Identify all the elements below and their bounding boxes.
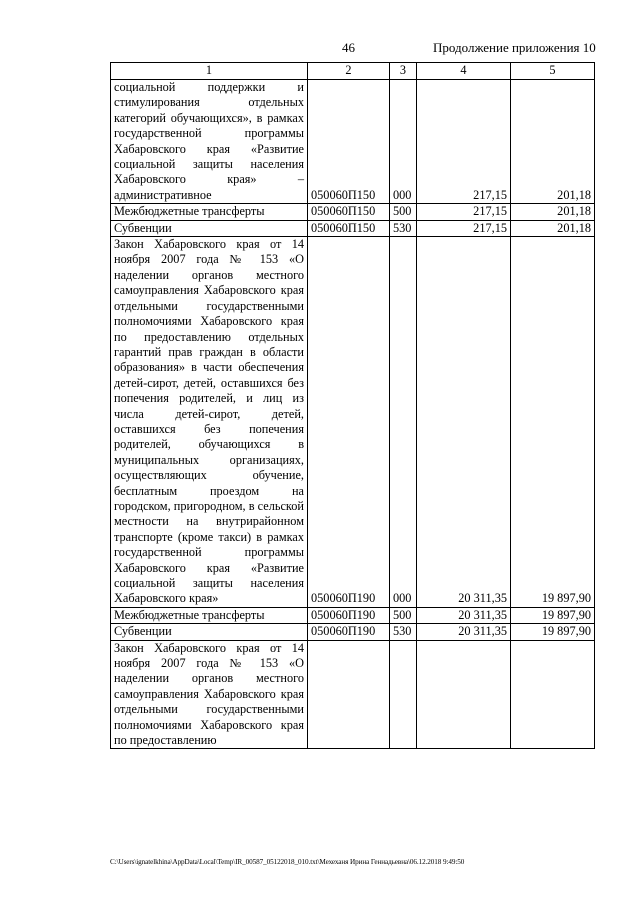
amount-year-2: 19 897,90 [511,607,595,623]
expense-type: 500 [390,607,417,623]
item-name: Субвенции [111,624,308,640]
expense-type: 000 [390,80,417,204]
column-header: 3 [390,63,417,80]
amount-year-1: 217,15 [417,80,511,204]
amount-year-1: 20 311,35 [417,237,511,608]
table-row [111,220,595,236]
expense-type: 530 [390,220,417,236]
item-name: социальной поддержки и стимулирования отдельных категорий обучающихся», в рамках государственной программы Хабаровского края «Развитие социальной защиты населения Хабаровского края» – административное [111,80,308,204]
expense-type: 530 [390,624,417,640]
item-name: Межбюджетные трансферты [111,204,308,220]
amount-year-2: 19 897,90 [511,237,595,608]
expense-type: 000 [390,237,417,608]
column-number-row [111,63,595,80]
table-row [111,204,595,220]
item-name: Субвенции [111,220,308,236]
amount-year-2: 201,18 [511,220,595,236]
amount-year-1: 217,15 [417,220,511,236]
item-name: Межбюджетные трансферты [111,607,308,623]
column-header: 4 [417,63,511,80]
table-row [111,80,595,204]
table-row [111,607,595,623]
amount-year-1: 20 311,35 [417,607,511,623]
page-number: 46 [342,40,355,55]
table-row [111,640,595,749]
target-code [308,640,390,749]
target-code: 050060П190 [308,624,390,640]
expense-type: 500 [390,204,417,220]
target-code: 050060П190 [308,237,390,608]
expense-type [390,640,417,749]
amount-year-1 [417,640,511,749]
column-header: 5 [511,63,595,80]
table-row [111,624,595,640]
amount-year-2 [511,640,595,749]
target-code: 050060П150 [308,204,390,220]
amount-year-2: 201,18 [511,80,595,204]
column-header: 2 [308,63,390,80]
column-header: 1 [111,63,308,80]
amount-year-1: 217,15 [417,204,511,220]
target-code: 050060П190 [308,607,390,623]
appendix-continuation-label: Продолжение приложения 10 [433,40,596,55]
amount-year-2: 19 897,90 [511,624,595,640]
budget-table [110,62,595,749]
amount-year-2: 201,18 [511,204,595,220]
file-path-footer: C:\Users\ignatelkhina\AppData\Local\Temp\IR_00587_05122018_010.txt\Мехеханя Ирина Геннадьевна\06.12.2018 9:49:50 [110,858,465,866]
table-row [111,237,595,608]
item-name: Закон Хабаровского края от 14 ноября 2007 года № 153 «О наделении органов местного самоуправления Хабаровского края отдельными государственными полномочиями Хабаровского края по предоставлению отдельных гарантий прав граждан в области образования» в части обеспечения детей-сирот, детей, оставшихся без попечения родителей, и лиц из числа детей-сирот, детей, оставшихся без попечения родителей, обучающихся в муниципальных организациях, осуществляющих обучение, бесплатным проездом на городском, пригородном, в сельской местности на внутрирайонном транспорте (кроме такси) в рамках государственной программы Хабаровского края «Развитие социальной защиты населения Хабаровского края» [111,237,308,608]
amount-year-1: 20 311,35 [417,624,511,640]
target-code: 050060П150 [308,80,390,204]
target-code: 050060П150 [308,220,390,236]
item-name: Закон Хабаровского края от 14 ноября 2007 года № 153 «О наделении органов местного самоуправления Хабаровского края отдельными государственными полномочиями Хабаровского края по предоставлению [111,640,308,749]
